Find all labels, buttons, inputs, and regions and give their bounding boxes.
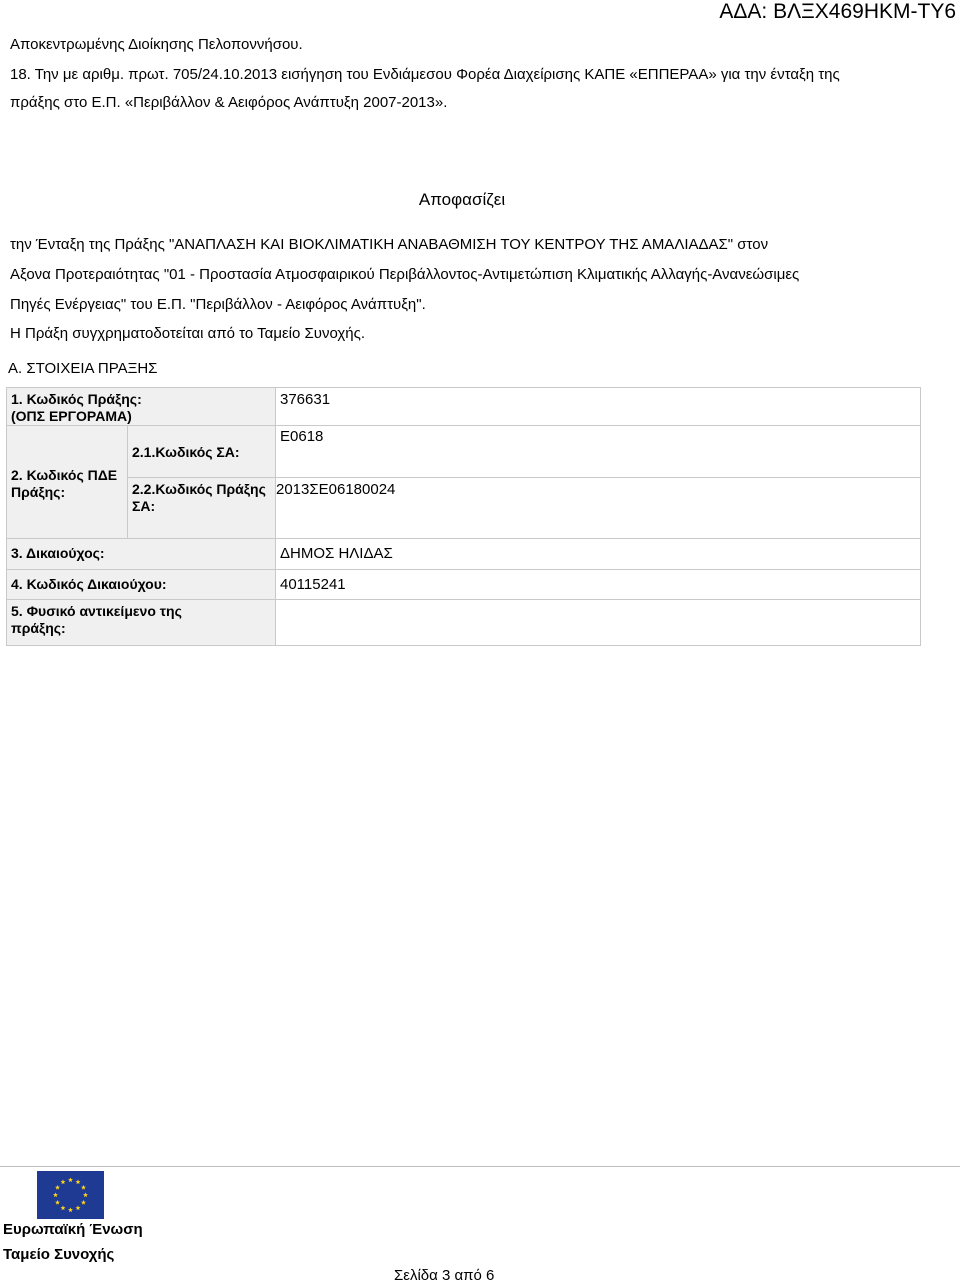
body-line-3: Πηγές Ενέργειας" του Ε.Π. "Περιβάλλον - Αειφόρος Ανάπτυξη". [10, 296, 426, 313]
physical-object-label-b: πράξης: [11, 620, 66, 636]
beneficiary-value [276, 539, 921, 570]
project-code-value [276, 388, 921, 426]
header-line-2: 18. Την με αριθμ. πρωτ. 705/24.10.2013 εισήγηση του Ενδιάμεσου Φορέα Διαχείρισης ΚΑΠΕ «ΕΠΠΕΡΑΑ» για την ένταξη της [10, 66, 840, 83]
sa-project-code-value-text: 2013ΣΕ06180024 [276, 481, 396, 498]
section-title: Α. ΣΤΟΙΧΕΙΑ ΠΡΑΞΗΣ [8, 360, 158, 377]
physical-object-value-text [276, 600, 920, 603]
sa-project-code-label [128, 478, 276, 539]
decision-heading: Αποφασίζει [418, 190, 506, 209]
page-number: Σελίδα 3 από 6 [394, 1267, 495, 1284]
ada-code: ΑΔΑ: ΒΛΞΧ469ΗΚΜ-ΤΥ6 [719, 0, 956, 23]
beneficiary-label-text: 3. Δικαιούχος: [11, 545, 105, 561]
header-line-1: Αποκεντρωμένης Διοίκησης Πελοποννήσου. [10, 36, 303, 53]
body-line-1: την Ένταξη της Πράξης "ΑΝΑΠΛΑΣΗ ΚΑΙ ΒΙΟΚΛΙΜΑΤΙΚΗ ΑΝΑΒΑΘΜΙΣΗ ΤΟΥ ΚΕΝΤΡΟΥ ΤΗΣ ΑΜΑΛΙΑΔΑΣ" στον [10, 236, 769, 253]
project-code-label-a: 1. Κωδικός Πράξης: [11, 391, 142, 407]
sa-project-code-value [276, 478, 921, 539]
sa-project-code-label-a: 2.2.Κωδικός Πράξης [132, 481, 266, 497]
sa-code-value [276, 426, 921, 478]
project-code-value-text: 376631 [280, 391, 331, 408]
sa-code-label [128, 426, 276, 478]
sa-code-value-text: Ε0618 [280, 428, 324, 445]
beneficiary-code-value-text: 40115241 [280, 576, 346, 593]
beneficiary-code-value [276, 570, 921, 600]
footer-divider [0, 1166, 960, 1167]
physical-object-value [276, 600, 921, 646]
project-code-label [7, 388, 276, 426]
beneficiary-code-label-text: 4. Κωδικός Δικαιούχου: [11, 576, 167, 592]
eu-flag-icon [37, 1171, 104, 1219]
pde-code-label-b: Πράξης: [11, 484, 66, 500]
physical-object-label-a: 5. Φυσικό αντικείμενο της [11, 603, 182, 619]
header-line-3: πράξης στο Ε.Π. «Περιβάλλον & Αειφόρος Ανάπτυξη 2007-2013». [10, 94, 448, 111]
eu-label: Ευρωπαϊκή Ένωση [3, 1221, 143, 1238]
body-line-2: Αξονα Προτεραιότητας "01 - Προστασία Ατμοσφαιρικού Περιβάλλοντος-Αντιμετώπιση Κλιματικής Αλλαγής-Ανανεώσιμες [10, 266, 800, 283]
sa-project-code-label-b: ΣΑ: [132, 498, 156, 514]
project-code-label-b: (ΟΠΣ ΕΡΓΟΡΑΜΑ) [11, 408, 132, 424]
pde-code-label-a: 2. Κωδικός ΠΔΕ [11, 467, 118, 483]
beneficiary-value-text: ΔΗΜΟΣ ΗΛΙΔΑΣ [280, 545, 393, 562]
fund-label: Ταμείο Συνοχής [3, 1246, 115, 1263]
body-line-4: Η Πράξη συγχρηματοδοτείται από το Ταμείο Συνοχής. [10, 325, 366, 342]
beneficiary-label [7, 539, 276, 570]
beneficiary-code-label [7, 570, 276, 600]
sa-code-label-text: 2.1.Κωδικός ΣΑ: [132, 444, 240, 460]
project-details-table [6, 387, 921, 646]
pde-code-label [7, 426, 128, 539]
physical-object-label [7, 600, 276, 646]
